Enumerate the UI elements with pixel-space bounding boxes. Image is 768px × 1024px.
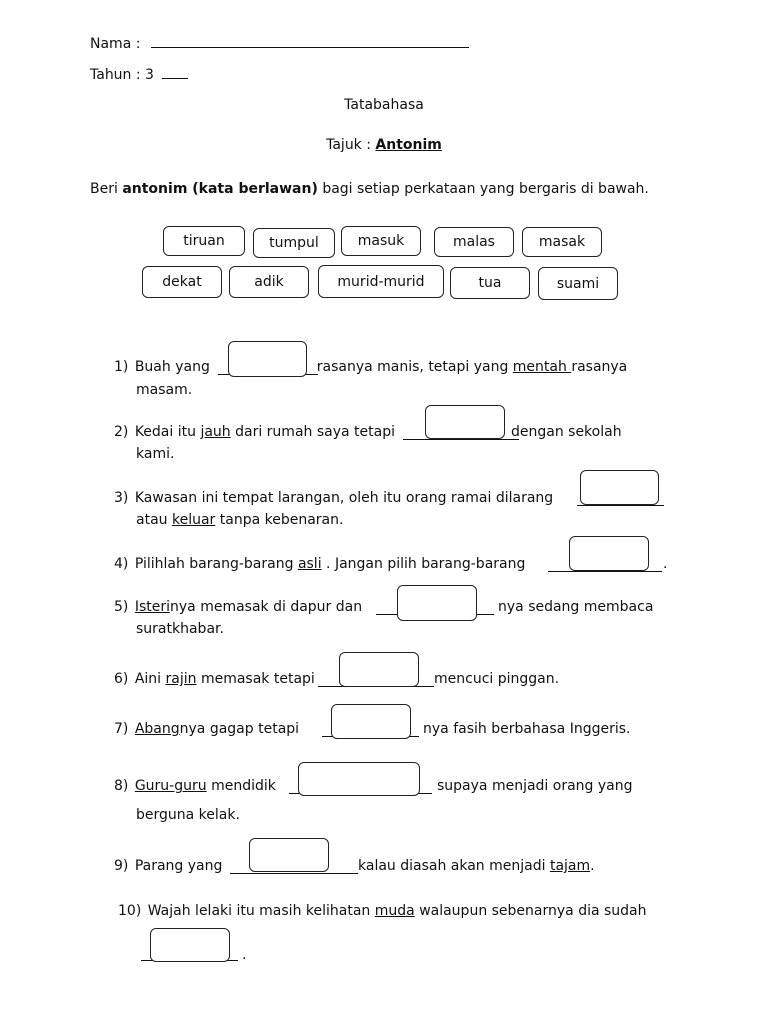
question-number: 7): [114, 721, 129, 737]
question-text: dengan sekolah: [510, 424, 622, 440]
question-text: supaya menjadi orang yang: [437, 778, 633, 794]
page-title-text: Tatabahasa: [344, 97, 424, 113]
question-4: [114, 553, 525, 575]
question-text: berguna kelak.: [136, 807, 240, 823]
word-bank-item: masuk: [341, 226, 421, 256]
instruction-post: bagi setiap perkataan yang bergaris di bawah.: [317, 181, 649, 197]
question-text: Buah yang: [134, 359, 210, 375]
question-number: 5): [114, 599, 129, 615]
question-text: walaupun sebenarnya dia sudah: [419, 903, 647, 919]
word-bank-item: tiruan: [163, 226, 245, 256]
instruction-pre: Beri: [90, 181, 123, 197]
question-text: memasak tetapi: [200, 671, 315, 687]
answer-line: [403, 439, 519, 440]
question-7: [114, 718, 299, 740]
answer-line: [548, 571, 662, 572]
answer-box-6[interactable]: [339, 652, 419, 687]
question-number: 1): [114, 359, 129, 375]
word-bank-item: masak: [522, 227, 602, 257]
question-number: 9): [114, 858, 129, 874]
underlined-word: tajam: [549, 858, 591, 874]
question-6: [114, 668, 315, 690]
question-8: [114, 775, 276, 797]
question-text: Aini: [134, 671, 162, 687]
answer-box-8[interactable]: [298, 762, 420, 796]
question-1: [114, 356, 627, 378]
instruction: [90, 181, 649, 197]
word-bank-item: tua: [450, 267, 530, 299]
word-bank-item: dekat: [142, 266, 222, 298]
question-text: tanpa kebenaran.: [219, 512, 344, 528]
answer-box-10[interactable]: [150, 928, 230, 962]
word-bank-item: adik: [229, 266, 309, 298]
question-text: Kawasan ini tempat larangan, oleh itu orang ramai dilarang: [134, 490, 554, 506]
question-text: dari rumah saya tetapi: [235, 424, 395, 440]
answer-box-2[interactable]: [425, 405, 505, 439]
question-text: nya fasih berbahasa Inggeris.: [423, 721, 631, 737]
answer-box-7[interactable]: [331, 704, 411, 739]
answer-box-9[interactable]: [249, 838, 329, 872]
question-text: atau: [136, 512, 168, 528]
question-text: .: [242, 947, 247, 963]
question-number: 4): [114, 556, 129, 572]
name-blank[interactable]: [151, 47, 469, 48]
question-3-cont: [136, 509, 343, 531]
question-5: [114, 596, 362, 618]
question-text: rasanya: [571, 359, 628, 375]
underlined-word: Isteri: [134, 599, 170, 615]
question-text: nya memasak di dapur dan: [170, 599, 363, 615]
topic-value: Antonim: [375, 137, 442, 153]
underlined-word: asli: [297, 556, 322, 572]
question-text: suratkhabar.: [136, 621, 224, 637]
question-text: mencuci pinggan.: [434, 671, 560, 687]
question-number: 6): [114, 671, 129, 687]
question-number: 8): [114, 778, 129, 794]
answer-line: [230, 873, 358, 874]
question-text: . Jangan pilih barang-barang: [326, 556, 526, 572]
underlined-word: keluar: [171, 512, 216, 528]
question-text: Parang yang: [134, 858, 223, 874]
word-bank-item: tumpul: [253, 228, 335, 258]
question-3: [114, 487, 553, 509]
question-text: .: [590, 858, 595, 874]
name-label: Nama :: [90, 36, 141, 52]
word-bank-item: malas: [434, 227, 514, 257]
answer-line: [577, 505, 664, 506]
answer-box-1[interactable]: [228, 341, 307, 377]
question-2: [114, 421, 622, 443]
question-text: nya gagap tetapi: [179, 721, 300, 737]
question-text: mendidik: [211, 778, 276, 794]
underlined-word: jauh: [200, 424, 231, 440]
word-bank-item: murid-murid: [318, 265, 444, 298]
instruction-bold: antonim (kata berlawan): [122, 181, 318, 197]
underlined-word: Abang: [134, 721, 180, 737]
name-row: [90, 36, 469, 52]
question-9: [114, 855, 222, 877]
question-9-cont: [358, 855, 595, 877]
underlined-word: muda: [374, 903, 415, 919]
question-text: Kedai itu: [134, 424, 196, 440]
question-text: Pilihlah barang-barang: [134, 556, 294, 572]
question-text: Wajah lelaki itu masih kelihatan: [147, 903, 371, 919]
question-text: .: [663, 556, 668, 572]
answer-box-4[interactable]: [569, 536, 649, 571]
underlined-word: mentah: [512, 359, 572, 375]
question-text: nya sedang membaca: [498, 599, 654, 615]
page-title: [0, 97, 768, 113]
question-text: rasanya manis, tetapi yang: [316, 359, 509, 375]
underlined-word: rajin: [165, 671, 197, 687]
topic-label: Tajuk :: [326, 137, 371, 153]
topic-row: [0, 137, 768, 153]
answer-box-3[interactable]: [580, 470, 659, 505]
question-10: [118, 900, 647, 922]
answer-box-5[interactable]: [397, 585, 477, 621]
question-text: kalau diasah akan menjadi: [358, 858, 546, 874]
underlined-word: Guru-guru: [134, 778, 207, 794]
year-row: [90, 67, 188, 83]
question-text: masam.: [136, 382, 193, 398]
question-text: kami.: [136, 446, 175, 462]
word-bank-item: suami: [538, 267, 618, 300]
year-blank[interactable]: [162, 78, 188, 79]
question-number: 2): [114, 424, 129, 440]
question-number: 10): [118, 903, 142, 919]
question-number: 3): [114, 490, 129, 506]
year-label: Tahun : 3: [90, 67, 154, 83]
